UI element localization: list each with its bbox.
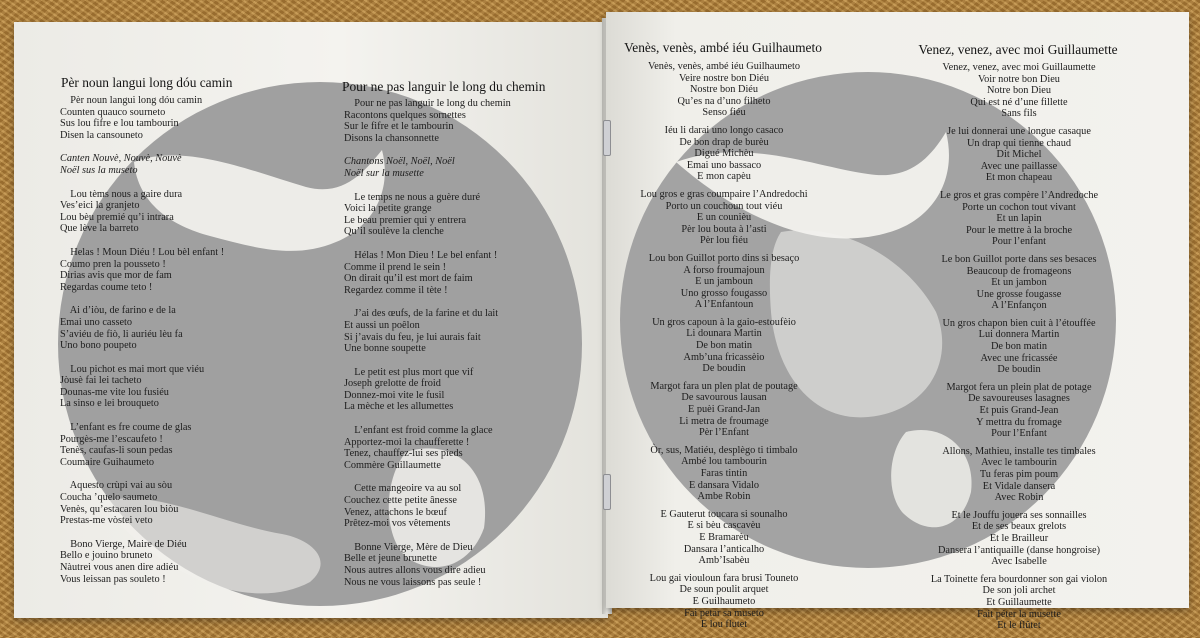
lyric-line: Tenès, caufas-li soun pedas	[60, 445, 173, 457]
lyric-line: Nous ne vous laissons pas seule !	[344, 576, 482, 588]
stanza	[60, 422, 224, 468]
lyric-line: Pèr lou bouta à l’asti	[681, 223, 767, 235]
lyric-line: De boudin	[702, 363, 746, 375]
stanza	[904, 318, 1134, 376]
lyric-line: Margot fera un plein plat de potage	[946, 381, 1092, 393]
booklet-right-page	[606, 12, 1189, 632]
lyric-line: Bonne Vierge, Mère de Dieu	[344, 541, 473, 553]
stanza	[608, 445, 840, 503]
lyric-line: Margot fara un plen plat de poutage	[650, 380, 798, 392]
staple-bottom	[603, 474, 611, 510]
lyric-line: Tu feras pim poum	[979, 469, 1059, 480]
lyric-line: Lou gros e gras coumpaire l’Andredochi	[640, 188, 808, 200]
lyric-line: Et puis Grand-Jean	[979, 405, 1059, 417]
lyric-line: A forso froumajoun	[683, 264, 765, 276]
lyric-line: Dansera l’antiquaille (danse hongroise)	[937, 544, 1101, 556]
lyric-line: Porte un cochon tout vivant	[962, 201, 1076, 213]
lyric-line: Le beau premier qui y entrera	[344, 214, 467, 226]
french-lyrics	[904, 62, 1134, 638]
lyric-line: Une bonne soupette	[344, 343, 426, 355]
lyric-line: Et le Jouffu jouera ses sonnailles	[951, 509, 1087, 521]
lyric-line: Uno bono poupeto	[60, 340, 137, 352]
lyric-line: Chantons Noël, Noël, Noël	[344, 156, 455, 168]
lyric-line: Lui donnera Martin	[978, 329, 1060, 341]
lyric-line: Un drap qui tienne chaud	[966, 137, 1072, 149]
lyric-line: Y mettra du fromage	[976, 416, 1062, 428]
lyric-line: Lou gai viouloun fara brusi Touneto	[649, 572, 799, 584]
lyric-line: La mèche et les allumettes	[344, 401, 454, 413]
stanza	[344, 483, 511, 529]
provencal-lyrics	[60, 95, 224, 597]
lyric-line: E Guilhaumeto	[692, 595, 756, 607]
lyric-line: Qu’es na d’uno filheto	[677, 95, 771, 107]
stanza	[904, 382, 1134, 440]
lyric-line: E dansara Vidalo	[688, 479, 760, 491]
lyric-line: Et le Brailleur	[989, 532, 1049, 544]
provencal-title: Pèr noun langui long dóu camin	[61, 75, 233, 90]
lyric-line: De bon drap de burèu	[679, 136, 769, 148]
lyric-line: Si j’avais du feu, je lui aurais fait	[344, 331, 481, 343]
stanza	[344, 192, 511, 238]
stanza	[608, 573, 840, 631]
lyric-line: Iéu li darai uno longo casaco	[664, 124, 784, 136]
lyric-line: Dirias avis que mor de fam	[60, 270, 172, 282]
lyric-line: Ves’eici la granjeto	[60, 200, 140, 212]
stanza	[904, 510, 1134, 568]
lyric-line: A l’Enfantoun	[694, 299, 754, 311]
stanza	[60, 305, 224, 351]
lyric-line: E si bèu cascavèu	[687, 520, 761, 532]
lyric-line: Venez, attachons le bœuf	[344, 506, 447, 518]
lyric-line: Pèr lou fiéu	[699, 235, 749, 247]
lyric-line: E puèi Grand-Jan	[687, 404, 761, 416]
stanza	[344, 98, 511, 144]
lyric-line: Pèr noun langui long dóu camin	[60, 95, 203, 106]
lyric-line: Amb’una fricassèio	[683, 351, 765, 363]
stanza	[904, 254, 1134, 312]
lyric-line: De savoureuses lasagnes	[968, 393, 1070, 405]
lyric-line: Racontons quelques sornettes	[344, 109, 466, 121]
lyric-line: Noël sur la musette	[344, 167, 424, 179]
lyric-line: Avec le tambourin	[981, 457, 1057, 469]
lyric-line: Je lui donnerai une longue casaque	[947, 125, 1091, 137]
lyric-line: Lou bon Guillot porto dins si besaço	[648, 252, 800, 264]
lyric-line: Disen la cansouneto	[60, 129, 143, 141]
lyric-line: Fai petar sa museto	[684, 607, 764, 619]
booklet-left-page	[14, 22, 608, 618]
provencal-title: Venès, venès, ambé iéu Guilhaumeto	[624, 40, 822, 55]
lyric-line: E un jamboun	[695, 276, 753, 288]
stanza	[904, 574, 1134, 632]
stanza	[60, 189, 224, 235]
lyric-line: Pour l’Enfant	[991, 428, 1047, 440]
lyric-line: Veire nostre bon Diéu	[678, 72, 770, 84]
lyric-line: L’enfant est froid comme la glace	[344, 425, 493, 437]
lyric-line: Nàutrei vous anen dire adiéu	[60, 562, 179, 573]
lyric-line: E un counièu	[696, 212, 752, 224]
stanza	[344, 250, 511, 296]
lyric-line: Coumo pren la pousseto !	[60, 258, 166, 270]
lyric-line: Jòusè fai lei tacheto	[60, 375, 142, 387]
lyric-line: Avec une fricassée	[980, 352, 1058, 364]
lyric-line: Voir notre bon Dieu	[978, 73, 1060, 85]
lyric-line: Dounas-me vite lou fusiéu	[60, 386, 169, 398]
stanza	[344, 425, 511, 471]
lyric-line: Regardez comme il tète !	[344, 284, 448, 296]
french-title: Pour ne pas languir le long du chemin	[342, 79, 546, 94]
lyric-line: Ai d’iòu, de farino e de la	[60, 305, 176, 317]
lyric-line: Et Vidale dansera	[982, 480, 1056, 492]
lyric-line: E lou flutet	[700, 619, 748, 631]
lyric-line: Ambe Robin	[697, 491, 751, 503]
lyric-line: Tenez, chauffez-lui ses pieds	[344, 448, 463, 460]
lyric-line: Li metra de froumage	[679, 415, 769, 427]
lyric-line: Qu’il soulève la clenche	[344, 226, 444, 238]
lyric-line: Regardas coume teto !	[60, 281, 153, 293]
stanza	[608, 381, 840, 439]
stanza	[60, 539, 224, 585]
lyric-line: Lou tèms nous a gaire dura	[60, 188, 183, 200]
lyric-line: Òr, sus, Matiéu, desplègo ti timbalo	[650, 444, 798, 456]
french-title: Venez, venez, avec moi Guillaumette	[918, 42, 1118, 57]
lyric-line: S’aviéu de fiò, li auriéu lèu fa	[60, 328, 183, 340]
lyric-line: A l’Enfançon	[991, 300, 1047, 312]
lyric-line: Canten Nouvè, Nouvè, Nouvè	[60, 153, 182, 165]
lyric-line: Sans fils	[1001, 108, 1037, 120]
lyric-line: Uno grosso fougasso	[680, 287, 768, 299]
lyric-line: Une grosse fougasse	[976, 288, 1062, 300]
lyric-line: Belle et jeune brunette	[344, 553, 437, 565]
french-lyrics	[344, 98, 511, 600]
stanza	[60, 364, 224, 410]
lyric-line: Et aussi un poêlon	[344, 319, 420, 331]
lyric-line: Le gros et gras compère l’Andredoche	[939, 189, 1099, 201]
lyric-line: Emai uno casseto	[60, 316, 133, 328]
lyric-line: De savourous lausan	[681, 392, 767, 404]
lyric-line: Senso fiéu	[702, 107, 746, 119]
lyric-line: Disons la chansonnette	[344, 132, 439, 144]
stanza	[344, 308, 511, 354]
lyric-line: Et mon chapeau	[985, 172, 1053, 184]
lyric-line: Pèr l’Enfant	[698, 427, 750, 439]
stanza	[60, 247, 224, 293]
lyric-line: Sur le fifre et le tambourin	[344, 121, 454, 133]
lyric-line: La Toinette fera bourdonner son gai violon	[930, 573, 1108, 585]
lyric-line: Et un jambon	[991, 277, 1047, 289]
lyric-line: Beaucoup de fromageons	[966, 265, 1072, 277]
lyric-line: Notre bon Dieu	[986, 85, 1052, 97]
lyric-line: E Gauterut toucara si sounalho	[660, 508, 788, 520]
lyric-line: Le bon Guillot porte dans ses besaces	[941, 253, 1097, 265]
lyric-line: Un gros capoun à la gaio-estoufèio	[652, 316, 796, 328]
lyric-line: Hélas ! Mon Dieu ! Le bel enfant !	[344, 249, 498, 261]
lyric-line: Lou bèu premié qu’i intrara	[60, 211, 174, 223]
stanza	[904, 126, 1134, 184]
lyric-line: Le petit est plus mort que vif	[344, 366, 474, 378]
stanza	[60, 95, 224, 141]
stanza	[904, 62, 1134, 120]
provencal-lyrics	[608, 61, 840, 637]
lyric-line: Joseph grelotte de froid	[344, 378, 441, 390]
lyric-line: Pour le mettre à la broche	[965, 224, 1073, 236]
stanza	[608, 189, 840, 247]
lyric-line: Venès, venès, ambé iéu Guilhaumeto	[647, 61, 801, 72]
lyric-line: Le temps ne nous a guère duré	[344, 191, 481, 203]
lyric-line: Nostre bon Diéu	[689, 84, 759, 96]
lyric-line: E Bramarèu	[699, 531, 749, 543]
lyric-line: Bello e jouino bruneto	[60, 550, 153, 562]
stanza	[60, 153, 224, 176]
lyric-line: J’ai des œufs, de la farine et du lait	[344, 308, 499, 320]
lyric-line: Emai uno bassaco	[686, 159, 762, 171]
lyric-line: De son joli archet	[982, 585, 1056, 597]
lyric-line: Helas ! Moun Diéu ! Lou bèl enfant !	[60, 246, 225, 258]
lyric-line: Qui est né d’une fillette	[970, 96, 1068, 108]
lyric-line: Amb’Isabèu	[698, 555, 750, 567]
stanza	[904, 446, 1134, 504]
lyric-line: La sinso e lei brouqueto	[60, 398, 159, 410]
lyric-line: De bon matin	[990, 341, 1048, 353]
lyric-line: Couchez cette petite ânesse	[344, 495, 457, 507]
lyric-line: Digué Michèu	[694, 148, 754, 160]
lyric-line: Coucha ’quelo saumeto	[60, 492, 158, 504]
lyric-line: Et un lapin	[996, 213, 1042, 225]
lyric-line: Cette mangeoire va au sol	[344, 483, 462, 495]
lyric-line: Li dounara Martin	[686, 328, 762, 340]
lyric-line: Apportez-moi la chaufferette !	[344, 436, 470, 448]
lyric-line: Fait péter la musette	[977, 608, 1061, 620]
lyric-line: On dirait qu’il est mort de faim	[344, 273, 473, 285]
lyric-line: L’enfant es fre coume de glas	[60, 422, 192, 434]
lyric-line: De bon matin	[695, 340, 753, 352]
lyric-line: Et de ses beaux grelots	[971, 521, 1067, 533]
lyric-line: Pourgès-me l’escaufeto !	[60, 433, 163, 445]
lyric-line: Un gros chapon bien cuit à l’étouffée	[942, 317, 1096, 329]
lyric-line: Aquesto crùpi vai au sòu	[60, 480, 173, 492]
lyric-line: Lou pichot es mai mort que viéu	[60, 363, 205, 375]
stanza	[608, 253, 840, 311]
staple-top	[603, 120, 611, 156]
lyric-line: Voici la petite grange	[344, 203, 432, 215]
lyric-line: Venès, qu’estacaren lou biòu	[60, 503, 179, 515]
lyric-line: Comme il prend le sein !	[344, 261, 447, 273]
lyric-line: Dansara l’anticalho	[683, 543, 765, 555]
lyric-line: Prêtez-moi vos vêtements	[344, 518, 451, 530]
lyric-line: Faras tintin	[700, 468, 748, 479]
lyric-line: Avec une paillasse	[980, 160, 1058, 172]
lyric-line: Et Guillaumette	[986, 596, 1052, 608]
stanza	[608, 317, 840, 375]
lyric-line: E mon capèu	[697, 171, 751, 183]
lyric-line: Pour l’enfant	[991, 236, 1047, 248]
lyric-line: Pour ne pas languir le long du chemin	[344, 98, 511, 109]
lyric-line: Sus lou fifre e lou tambourin	[60, 118, 179, 130]
stanza	[344, 542, 511, 588]
lyric-line: Vous leissan pas souleto !	[60, 573, 166, 585]
lyric-line: Allons, Mathieu, installe tes timbales	[942, 445, 1096, 457]
lyric-line: Avec Isabelle	[991, 556, 1047, 568]
lyric-line: Counten quauco sourneto	[60, 106, 166, 118]
lyric-line: Commère Guillaumette	[344, 459, 441, 471]
lyric-line: Porto un couchoun tout viéu	[665, 200, 783, 212]
lyric-line: Et le flûtet	[997, 620, 1041, 632]
stanza	[608, 509, 840, 567]
lyric-line: Dit Michel	[996, 149, 1042, 161]
lyric-line: Coumaire Guihaumeto	[60, 456, 155, 468]
stanza	[608, 61, 840, 119]
lyric-line: De soun poulit arquet	[679, 584, 769, 596]
lyric-line: Noël sus la museto	[60, 164, 138, 176]
lyric-line: De boudin	[997, 364, 1041, 376]
lyric-line: Que lève la barreto	[60, 223, 139, 235]
lyric-line: Prestas-me vòstei veto	[60, 515, 153, 527]
stanza	[608, 125, 840, 183]
stanza	[344, 367, 511, 413]
lyric-line: Donnez-moi vite le fusil	[344, 389, 445, 401]
stanza	[344, 156, 511, 179]
lyric-line: Venez, venez, avec moi Guillaumette	[942, 62, 1096, 73]
lyric-line: Bono Vierge, Maire de Diéu	[60, 538, 187, 550]
lyric-line: Avec Robin	[994, 492, 1044, 504]
stanza	[904, 190, 1134, 248]
lyric-line: Nous autres allons vous dire adieu	[344, 565, 486, 576]
lyric-line: Ambé lou tambourin	[681, 456, 767, 468]
stanza	[60, 480, 224, 526]
